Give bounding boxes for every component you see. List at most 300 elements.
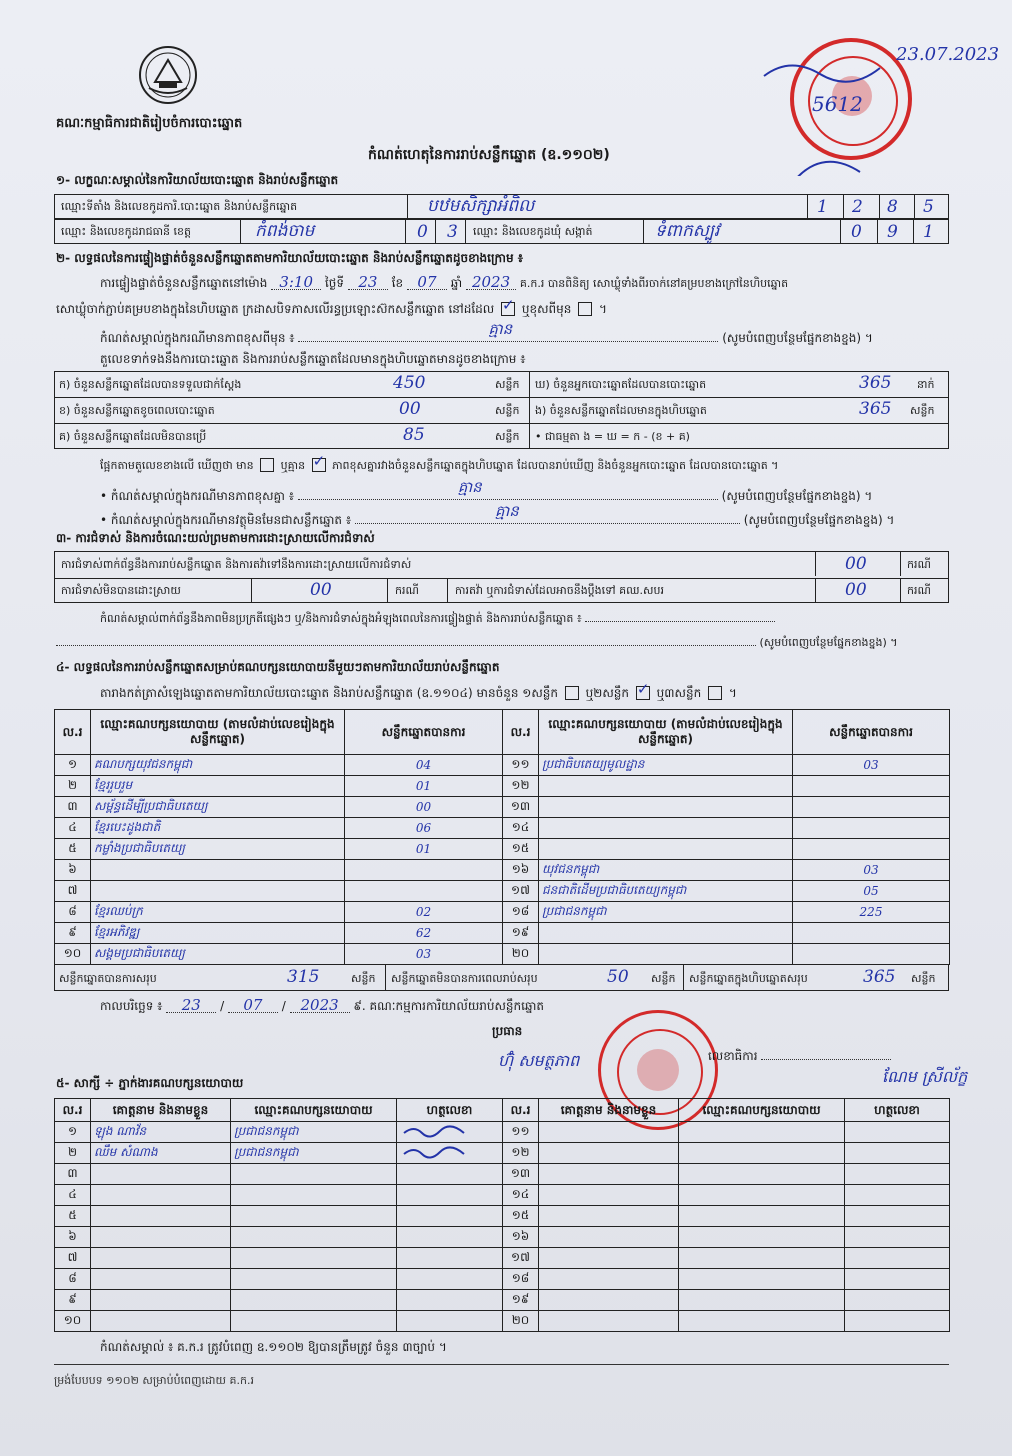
verify-year-value: 2023: [466, 275, 516, 290]
witness-signature: [845, 1206, 950, 1227]
witness-name: [539, 1206, 679, 1227]
org-name: គណៈកម្មាធិការជាតិរៀបចំការបោះឆ្នោត: [56, 116, 243, 131]
commune-label: ឈ្មោះ និងលេខកូដឃុំ សង្កាត់: [473, 225, 593, 238]
total-box-value: 365: [863, 967, 896, 987]
count-b-unit: សន្លឹក: [495, 404, 520, 417]
secretary-line: [708, 1049, 891, 1063]
witness-row: [503, 1164, 950, 1185]
witness-name: [91, 1185, 231, 1206]
foreign-note-value: គ្មាន: [494, 502, 519, 520]
counts-intro: តួលេខទាក់ទងនឹងការបោះឆ្នោត និងការរាប់សន្លឹកឆ្នោតដែលមានក្នុងហិបឆ្នោតមានដូចខាងក្រោម ៖: [100, 352, 526, 366]
foreign-note-line: [100, 502, 895, 527]
appeal-unit: ករណី: [907, 584, 931, 597]
witness-name: [539, 1290, 679, 1311]
witness-col-no: ល.រ: [503, 1099, 539, 1122]
party-name: ខ្មែរអភិវឌ្ឍ: [91, 923, 345, 944]
row-number: ៥: [55, 1206, 91, 1227]
row-number: ៩: [55, 1290, 91, 1311]
witness-party: [231, 1290, 397, 1311]
chair-signature: ហ៊ុំ សមត្ថភាព: [498, 1051, 580, 1070]
result-row: [503, 881, 950, 902]
date-line: កាលបរិច្ឆេទ ៖ 23 / 07 / 2023 ៩. គណៈកម្មការការិយាល័យរាប់សន្លឹកឆ្នោត: [100, 996, 545, 1014]
station-code-2: 2: [852, 197, 863, 217]
party-votes: 03: [793, 860, 950, 881]
province-value: កំពង់ចាម: [255, 221, 315, 241]
witness-name: [91, 1206, 231, 1227]
count-a-label: ក) ចំនួនសន្លឹកឆ្នោតដែលបានទទួលជាក់ស្តែង: [59, 378, 242, 391]
footnote: កំណត់សម្គាល់ ៖ គ.ក.រ ត្រូវបំពេញ ឧ.១១០២ ឱ្យបានត្រឹមត្រូវ ចំនួន ៣ច្បាប់ ។: [100, 1340, 447, 1354]
witness-name: [539, 1122, 679, 1143]
witness-party: [231, 1311, 397, 1332]
col-votes: សន្លឹកឆ្នោតបានការ: [793, 710, 950, 755]
verify-time-value: 3:10: [271, 275, 321, 290]
witness-table-right: [502, 1098, 950, 1332]
difference-no-checkbox[interactable]: [312, 458, 326, 472]
row-number: ១០: [55, 1311, 91, 1332]
date-label: កាលបរិច្ឆេទ ៖: [100, 999, 163, 1013]
difference-no-label: ឬគ្មាន: [280, 459, 306, 472]
witness-signature: [845, 1143, 950, 1164]
witness-name: [91, 1248, 231, 1269]
results-table-left: [54, 709, 503, 965]
witness-row: [55, 1248, 503, 1269]
verify-month-value: 07: [407, 275, 447, 290]
objection-row2-unit: ករណី: [395, 584, 419, 597]
seal-status-text: សោឃ្លុំចាក់ភ្ជាប់គម្របខាងក្នុងនៃហិបឆ្នោត ក្រដាសបិទភាសលើរន្ធប្រឡោះស៊កសន្លឹកឆ្នោត នៅដដែល: [56, 302, 495, 316]
section3-heading: ៣- ការជំទាស់ និងការចំណេះយល់ព្រមតាមការដោះស្រាយលើការជំទាស់: [56, 531, 375, 545]
party-votes: 01: [345, 839, 503, 860]
witness-signature: [845, 1311, 950, 1332]
col-no: ល.រ: [503, 710, 539, 755]
count-a-value: 450: [393, 373, 426, 393]
row-number: ១៦: [503, 1227, 539, 1248]
result-row: [503, 923, 950, 944]
foreign-note-label: • កំណត់សម្គាល់ក្នុងករណីមានវត្ថុមិនមែនជាសន្លឹកឆ្នោត ៖: [100, 513, 352, 527]
party-votes: [793, 818, 950, 839]
change-note-value: គ្មាន: [488, 320, 513, 338]
count-e-unit: សន្លឹក: [910, 404, 935, 417]
party-votes: 04: [345, 755, 503, 776]
station-code-3: 8: [887, 197, 898, 217]
footer-divider: [54, 1364, 949, 1365]
two-sheets-label: ឬ២សន្លឹក: [585, 686, 630, 700]
row-number: ១៥: [503, 1206, 539, 1227]
count-b-label: ខ) ចំនួនសន្លឹកឆ្នោតខូចពេលបោះឆ្នោត: [59, 404, 215, 417]
sheet-count-intro: តារាងកត់ត្រាសំឡេងឆ្នោតតាមការិយាល័យបោះឆ្នោត និងរាប់សន្លឹកឆ្នោត (ឧ.១១០៤) មានចំនួន ១សន្លឹក: [100, 686, 558, 700]
witness-signature: [397, 1143, 503, 1164]
committee-label: ៩. គណៈកម្មការការិយាល័យរាប់សន្លឹកឆ្នោត: [353, 999, 545, 1013]
witness-row: [503, 1269, 950, 1290]
commune-code-1: 0: [851, 222, 862, 242]
station-name-value: បឋមសិក្សាអំពិល: [427, 196, 535, 216]
party-name: [539, 818, 793, 839]
changed-checkbox[interactable]: [578, 302, 592, 316]
party-name: ប្រជាធិបតេយ្យមូលដ្ឋាន: [539, 755, 793, 776]
row-number: ១៩: [503, 1290, 539, 1311]
total-valid-label: សន្លឹកឆ្នោតបានការសរុប: [59, 972, 157, 985]
party-votes: 225: [793, 902, 950, 923]
witness-signature: [397, 1269, 503, 1290]
party-votes: [793, 944, 950, 965]
witness-col-no: ល.រ: [55, 1099, 91, 1122]
witness-signature: [397, 1290, 503, 1311]
witness-row: [503, 1206, 950, 1227]
party-votes: 03: [345, 944, 503, 965]
verification-line-1: [100, 275, 788, 291]
result-row: [503, 776, 950, 797]
section2-heading: ២- លទ្ធផលនៃការផ្ទៀងផ្ទាត់ចំនួនសន្លឹកឆ្នោតតាមការិយាល័យបោះឆ្នោត និងរាប់សន្លឹកឆ្នោតដូចខាងក្រោម ៖: [56, 251, 524, 265]
witness-signature: [397, 1185, 503, 1206]
total-box-label: សន្លឹកឆ្នោតក្នុងហិបឆ្នោតសរុប: [689, 972, 808, 985]
party-name: [539, 797, 793, 818]
party-votes: [793, 839, 950, 860]
result-row: [55, 944, 503, 965]
witness-row: [503, 1227, 950, 1248]
witness-row: [55, 1164, 503, 1185]
witness-col-name: គោត្តនាម និងនាមខ្លួន: [539, 1099, 679, 1122]
witness-party: [679, 1206, 845, 1227]
result-row: [55, 860, 503, 881]
difference-note-hint: (សូមបំពេញបន្ថែមផ្នែកខាងខ្នង) ។: [721, 489, 873, 503]
compare-line: [100, 459, 778, 473]
witness-name: [91, 1164, 231, 1185]
row-number: ៤: [55, 1185, 91, 1206]
party-votes: [793, 923, 950, 944]
total-valid-value: 315: [287, 967, 320, 987]
witness-signature: [845, 1290, 950, 1311]
witness-name: [539, 1185, 679, 1206]
change-note-label: កំណត់សម្គាល់ក្នុងករណីមានភាពខុសពីមុន ៖: [100, 331, 295, 345]
row-number: ៥: [55, 839, 91, 860]
signature-mark: [400, 1144, 470, 1160]
witness-row: [55, 1311, 503, 1332]
witness-party: [679, 1143, 845, 1164]
witness-row: [503, 1311, 950, 1332]
party-name: ជនជាតិដើមប្រជាធិបតេយ្យកម្ពុជា: [539, 881, 793, 902]
result-row: [503, 944, 950, 965]
count-c-label: គ) ចំនួនសន្លឹកឆ្នោតដែលមិនបានប្រើ: [59, 430, 207, 443]
party-name: សង្គមប្រជាធិបតេយ្យ: [91, 944, 345, 965]
witness-name: [91, 1269, 231, 1290]
row-number: ១៧: [503, 881, 539, 902]
witness-party: [231, 1248, 397, 1269]
witness-signature: [397, 1206, 503, 1227]
witness-row: [55, 1269, 503, 1290]
witness-row: [55, 1122, 503, 1143]
row-number: ៩: [55, 923, 91, 944]
result-row: [55, 797, 503, 818]
result-row: [55, 776, 503, 797]
witness-party: ប្រជាជនកម្ពុជា: [231, 1143, 397, 1164]
station-row: [54, 194, 949, 219]
verify-time-label: ការផ្ទៀងផ្ទាត់ចំនួនសន្លឹកឆ្នោតនៅម៉ោង: [100, 276, 268, 290]
witness-party: [679, 1248, 845, 1269]
row-number: ១៥: [503, 839, 539, 860]
row-number: ១៦: [503, 860, 539, 881]
witness-row: [55, 1290, 503, 1311]
changed-option-label: ឬខុសពីមុន: [521, 302, 572, 316]
party-votes: 06: [345, 818, 503, 839]
row-number: ១: [55, 1122, 91, 1143]
witness-party: [679, 1227, 845, 1248]
count-formula: • ជាធម្មតា ង = ឃ = ក - (ខ + គ): [535, 430, 690, 443]
objection-row1-unit: ករណី: [907, 558, 931, 571]
witness-signature: [845, 1122, 950, 1143]
objection-row2-label: ការជំទាស់មិនបានដោះស្រាយ: [61, 584, 181, 597]
appeal-label: ការតវ៉ា ឬការជំទាស់ដែលអាចនឹងប្តឹងទៅ គឈ.សបរ: [455, 584, 664, 597]
result-row: [55, 881, 503, 902]
witness-name: [91, 1311, 231, 1332]
total-box-unit: សន្លឹក: [911, 972, 936, 985]
difference-yes-checkbox[interactable]: [260, 458, 274, 472]
witness-party: [231, 1206, 397, 1227]
signature-mark: [400, 1123, 470, 1139]
party-name: ខ្មែររួបរួម: [91, 776, 345, 797]
handwritten-scribble: [760, 46, 900, 176]
witness-row: [55, 1227, 503, 1248]
row-number: ៧: [55, 1248, 91, 1269]
station-code-4: 5: [923, 197, 934, 217]
row-number: ១៤: [503, 818, 539, 839]
row-number: ១៨: [503, 1269, 539, 1290]
province-label: ឈ្មោះ និងលេខកូដរាជធានី ខេត្ត: [61, 225, 191, 238]
row-number: ១១: [503, 755, 539, 776]
section4-heading: ៤- លទ្ធផលនៃការរាប់សន្លឹកឆ្នោតសម្រាប់គណបក្សនយោបាយនីមួយៗតាមការិយាល័យរាប់សន្លឹកឆ្នោត: [56, 660, 500, 674]
objection-row2-value: 00: [310, 580, 332, 600]
compare-label: ផ្អែកតាមតួលេខខាងលើ ឃើញថា មាន: [100, 459, 254, 472]
party-votes: [345, 881, 503, 902]
stamp-number-note: 5612: [812, 92, 863, 116]
row-number: ១០: [55, 944, 91, 965]
party-votes: 02: [345, 902, 503, 923]
change-note-line: [100, 320, 873, 345]
witness-name: [539, 1164, 679, 1185]
row-number: ១២: [503, 776, 539, 797]
row-number: ២០: [503, 944, 539, 965]
witness-name: [539, 1311, 679, 1332]
witness-row: [55, 1143, 503, 1164]
witness-signature: [397, 1227, 503, 1248]
row-number: ១: [55, 755, 91, 776]
witness-col-name: គោត្តនាម និងនាមខ្លួន: [91, 1099, 231, 1122]
count-a-unit: សន្លឹក: [495, 378, 520, 391]
party-votes: 05: [793, 881, 950, 902]
total-invalid-label: សន្លឹកឆ្នោតមិនបានការពេលរាប់សរុប: [391, 972, 538, 985]
count-e-value: 365: [859, 399, 892, 419]
verify-day-value: 23: [348, 275, 388, 290]
witness-party: [679, 1122, 845, 1143]
party-name: [539, 944, 793, 965]
witness-party: [679, 1185, 845, 1206]
party-name: ប្រជាជនកម្ពុជា: [539, 902, 793, 923]
change-note-hint: (សូមបំពេញបន្ថែមផ្នែកខាងខ្នង) ។: [722, 331, 873, 345]
witness-col-sign: ហត្ថលេខា: [845, 1099, 950, 1122]
station-code-1: 1: [817, 197, 828, 217]
date-year: 2023: [290, 998, 350, 1013]
row-number: ៤: [55, 818, 91, 839]
result-row: [55, 923, 503, 944]
one-sheet-checkbox[interactable]: [565, 686, 579, 700]
verify-line1-tail: គ.ក.រ បានពិនិត្យ សោឃ្លុំទាំងពីរចាក់នៅគម្របខាងក្រៅនៃហិបឆ្នោត: [519, 277, 789, 290]
objection-box: [54, 551, 949, 603]
foreign-note-hint: (សូមបំពេញបន្ថែមផ្នែកខាងខ្នង) ។: [743, 513, 895, 527]
count-c-unit: សន្លឹក: [495, 430, 520, 443]
result-row: [503, 839, 950, 860]
witness-signature: [397, 1311, 503, 1332]
party-votes: 01: [345, 776, 503, 797]
commune-code-3: 1: [923, 222, 934, 242]
witness-name: [91, 1290, 231, 1311]
irregularity-note: [100, 612, 775, 625]
form-footer: ម្រង់បែបបទ ១១០២ សម្រាប់បំពេញដោយ គ.ក.រ: [54, 1374, 254, 1387]
result-row: [503, 902, 950, 923]
difference-note-line: [100, 478, 873, 503]
secretary-label: លេខាធិការ: [708, 1049, 758, 1063]
col-no: ល.រ: [55, 710, 91, 755]
three-sheets-label: ឬ៣សន្លឹក: [656, 686, 702, 700]
party-votes: [793, 776, 950, 797]
row-number: ៦: [55, 1227, 91, 1248]
row-number: ១៣: [503, 797, 539, 818]
two-sheets-checkbox[interactable]: [636, 686, 650, 700]
row-number: ៨: [55, 1269, 91, 1290]
col-party: ឈ្មោះគណបក្សនយោបាយ (តាមលំដាប់លេខរៀងក្នុងសន្លឹកឆ្នោត): [91, 710, 345, 755]
difference-note-label: • កំណត់សម្គាល់ក្នុងករណីមានភាពខុសគ្នា ៖: [100, 489, 295, 503]
witness-row: [55, 1185, 503, 1206]
witness-row: [55, 1206, 503, 1227]
row-number: ១៨: [503, 902, 539, 923]
compare-rest: ភាពខុសគ្នារវាងចំនួនសន្លឹកឆ្នោតក្នុងហិបឆ្នោត ដែលបានរាប់ឃើញ និងចំនួនអ្នកបោះឆ្នោត ដែលបានបោះឆ្នោត ។: [332, 459, 779, 472]
results-table-right: [502, 709, 950, 965]
row-number: ២: [55, 776, 91, 797]
witness-party: [231, 1269, 397, 1290]
party-name: សម្ព័ន្ធដើម្បីប្រជាធិបតេយ្យ: [91, 797, 345, 818]
party-name: [91, 881, 345, 902]
total-valid-unit: សន្លឹក: [351, 972, 376, 985]
result-row: [55, 839, 503, 860]
party-name: [539, 776, 793, 797]
verify-month-label: ខែ: [391, 276, 404, 290]
difference-note-value: គ្មាន: [457, 478, 482, 496]
count-d-unit: នាក់: [917, 378, 935, 391]
date-month: 07: [228, 998, 278, 1013]
witness-party: ប្រជាជនកម្ពុជា: [231, 1122, 397, 1143]
section1-heading: ១- លក្ខណៈសម្គាល់នៃការិយាល័យបោះឆ្នោត និងរាប់សន្លឹកឆ្នោត: [56, 173, 339, 187]
witness-party: [679, 1290, 845, 1311]
commune-code-2: 9: [887, 222, 898, 242]
witness-party: [231, 1185, 397, 1206]
party-name: យុវជនកម្ពុជា: [539, 860, 793, 881]
witness-signature: [845, 1185, 950, 1206]
witness-row: [503, 1248, 950, 1269]
irregularity-note-label: កំណត់សម្គាល់ពាក់ព័ន្ធនឹងភាពមិនប្រក្រតីផ្សេងៗ ឬ/និងការជំទាស់ក្នុងអំឡុងពេលនៃការផ្ទៀងផ្ទាត់ និងការរាប់សន្លឹកឆ្នោត ៖: [100, 612, 582, 625]
row-number: ១៤: [503, 1185, 539, 1206]
witness-table-left: [54, 1098, 503, 1332]
row-number: ៧: [55, 881, 91, 902]
witness-name: [539, 1227, 679, 1248]
objection-row1-value: 00: [845, 554, 867, 574]
party-votes: 00: [345, 797, 503, 818]
form-title: កំណត់ហេតុនៃការរាប់សន្លឹកឆ្នោត (ឧ.១១០២): [368, 147, 610, 163]
secretary-signature: ណែម ស្រីល័ក្ខ: [882, 1067, 968, 1086]
result-row: [503, 860, 950, 881]
witness-signature: [845, 1269, 950, 1290]
row-number: ២០: [503, 1311, 539, 1332]
count-b-value: 00: [399, 399, 421, 419]
totals-row: [54, 964, 949, 991]
result-row: [503, 755, 950, 776]
party-name: កម្លាំងប្រជាធិបតេយ្យ: [91, 839, 345, 860]
witness-col-party: ឈ្មោះគណបក្សនយោបាយ: [231, 1099, 397, 1122]
witness-signature: [845, 1164, 950, 1185]
objection-row1-label: ការជំទាស់ពាក់ព័ន្ធនឹងការរាប់សន្លឹកឆ្នោត និងការតវ៉ាទៅនឹងការដោះស្រាយលើការជំទាស់: [61, 558, 412, 571]
witness-party: [679, 1164, 845, 1185]
party-name: ខ្មែរឈប់ក្រ: [91, 902, 345, 923]
party-name: [91, 860, 345, 881]
row-number: ៣: [55, 797, 91, 818]
witness-col-party: ឈ្មោះគណបក្សនយោបាយ: [679, 1099, 845, 1122]
witness-name: [539, 1143, 679, 1164]
chair-label: ប្រធាន: [492, 1024, 523, 1038]
party-name: ខ្មែរបេះដូងជាតិ: [91, 818, 345, 839]
count-d-value: 365: [859, 373, 892, 393]
row-number: ១៩: [503, 923, 539, 944]
station-label: ឈ្មោះទីតាំង និងលេខកូដការិ.បោះឆ្នោត និងរាប់សន្លឹកឆ្នោត: [61, 200, 298, 213]
party-votes: 62: [345, 923, 503, 944]
unchanged-checkbox[interactable]: [501, 302, 515, 316]
total-invalid-value: 50: [607, 967, 629, 987]
result-row: [503, 797, 950, 818]
irregularity-note-hint: (សូមបំពេញបន្ថែមផ្នែកខាងខ្នង) ។: [759, 636, 898, 649]
row-number: ១៧: [503, 1248, 539, 1269]
province-code-1: 0: [417, 222, 428, 242]
witness-row: [503, 1122, 950, 1143]
appeal-value: 00: [845, 580, 867, 600]
count-c-value: 85: [403, 425, 425, 445]
witness-signature: [397, 1122, 503, 1143]
witness-name: [91, 1227, 231, 1248]
irregularity-note-line2: [56, 636, 898, 649]
witness-name: ឡុង ណាវ័ន: [91, 1122, 231, 1143]
witness-signature: [397, 1164, 503, 1185]
result-row: [503, 818, 950, 839]
witness-row: [503, 1290, 950, 1311]
witness-name: [539, 1269, 679, 1290]
date-day: 23: [166, 998, 216, 1013]
witness-col-sign: ហត្ថលេខា: [397, 1099, 503, 1122]
counts-box: [54, 371, 949, 449]
witness-signature: [845, 1227, 950, 1248]
row-number: ៦: [55, 860, 91, 881]
commune-value: ទំពាកស្បូវ: [655, 221, 720, 241]
witness-name: ឈឹម សំណាង: [91, 1143, 231, 1164]
party-votes: 03: [793, 755, 950, 776]
witness-name: [539, 1248, 679, 1269]
result-row: [55, 902, 503, 923]
col-votes: សន្លឹកឆ្នោតបានការ: [345, 710, 503, 755]
witness-party: [231, 1164, 397, 1185]
row-number: ១២: [503, 1143, 539, 1164]
three-sheets-checkbox[interactable]: [708, 686, 722, 700]
witness-party: [231, 1227, 397, 1248]
witness-party: [679, 1311, 845, 1332]
witness-signature: [397, 1248, 503, 1269]
row-number: ១៣: [503, 1164, 539, 1185]
sheet-count-line: តារាងកត់ត្រាសំឡេងឆ្នោតតាមការិយាល័យបោះឆ្នោត និងរាប់សន្លឹកឆ្នោត (ឧ.១១០៤) មានចំនួន ១សន្លឹក ឬ២សន្លឹក ✓ ឬ៣សន្លឹក ។: [100, 686, 737, 701]
party-name: [539, 923, 793, 944]
row-number: ៣: [55, 1164, 91, 1185]
row-number: ១១: [503, 1122, 539, 1143]
